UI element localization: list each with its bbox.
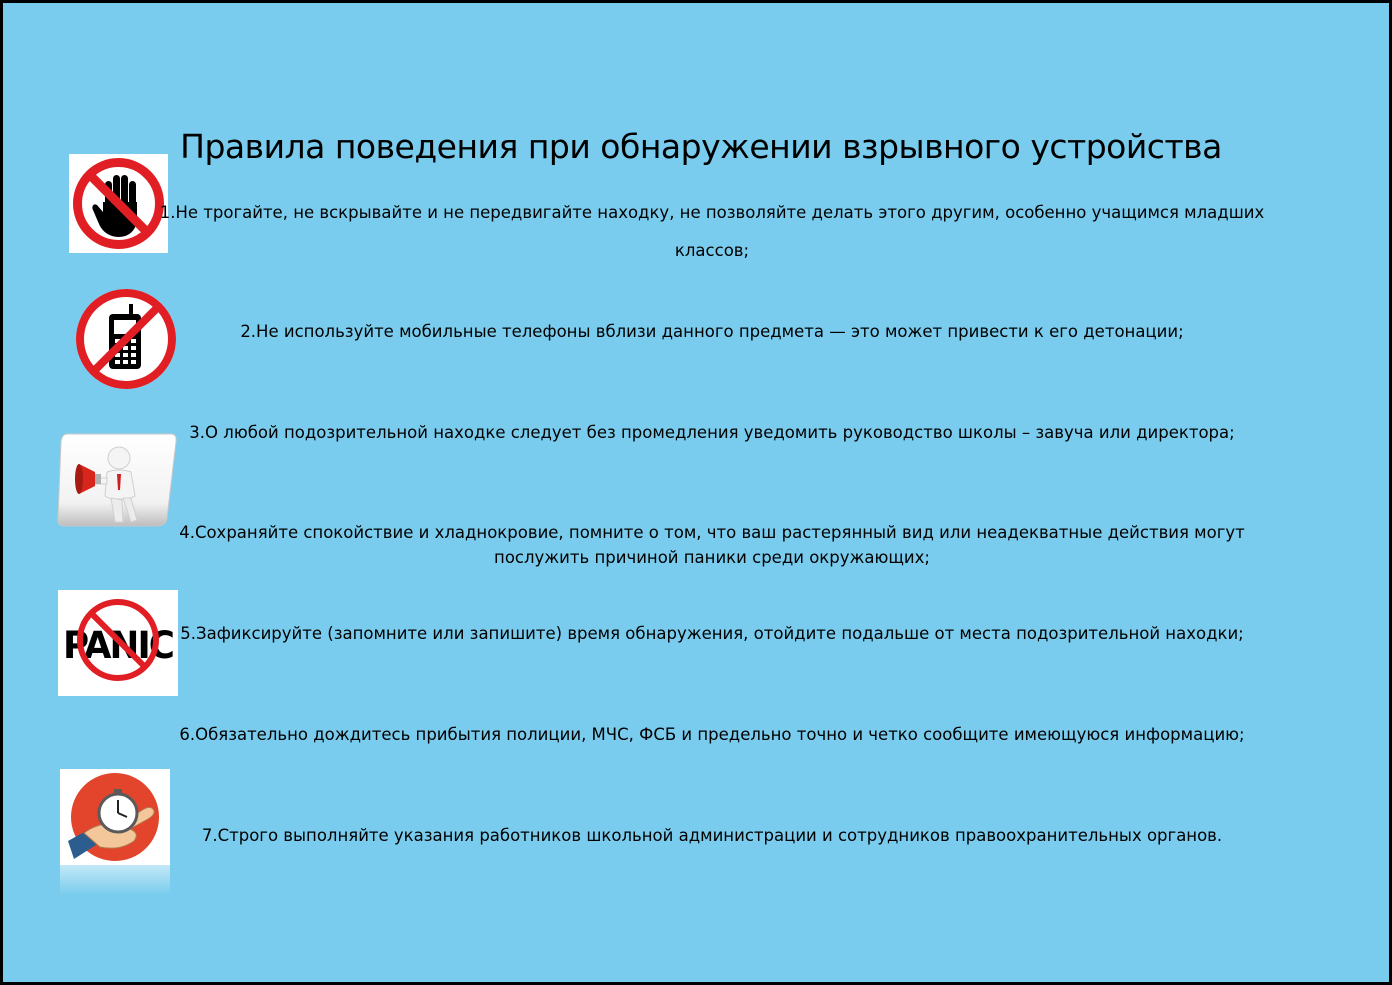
page-title: Правила поведения при обнаружении взрывного устройства	[180, 127, 1222, 166]
rule-5	[3, 621, 1389, 646]
rule-1-line-1: 1.Не трогайте, не вскрывайте и не передвигайте находку, не позволяйте делать этого другим, особенно учащимся младших	[159, 203, 1265, 222]
rule-3	[3, 420, 1389, 445]
rule-5-line-1: 5.Зафиксируйте (запомните или запишите) время обнаружения, отойдите подальше от места подозрительной находки;	[180, 624, 1244, 643]
rule-2	[3, 319, 1389, 344]
rule-7	[3, 823, 1389, 848]
rule-4	[3, 520, 1389, 570]
rule-4-line-1: 4.Сохраняйте спокойствие и хладнокровие, помните о том, что ваш растерянный вид или неадекватные действия могут	[179, 523, 1245, 542]
rule-3-line-1: 3.О любой подозрительной находке следует без промедления уведомить руководство школы – завуча или директора;	[189, 423, 1235, 442]
rule-6-line-1: 6.Обязательно дождитесь прибытия полиции, МЧС, ФСБ и предельно точно и четко сообщите имеющуюся информацию;	[179, 725, 1245, 744]
rule-6	[3, 722, 1389, 747]
rule-2-line-1: 2.Не используйте мобильные телефоны вблизи данного предмета — это может привести к его детонации;	[240, 322, 1184, 341]
rule-1-line-2: классов;	[674, 241, 750, 260]
slide	[3, 3, 1389, 982]
panic-label: PANIC	[63, 624, 173, 667]
rule-7-line-1: 7.Строго выполняйте указания работников школьной администрации и сотрудников правоохранительных органов.	[201, 826, 1223, 845]
rule-4-line-2: послужить причиной паники среди окружающих;	[494, 548, 930, 567]
rule-1	[3, 194, 1389, 270]
